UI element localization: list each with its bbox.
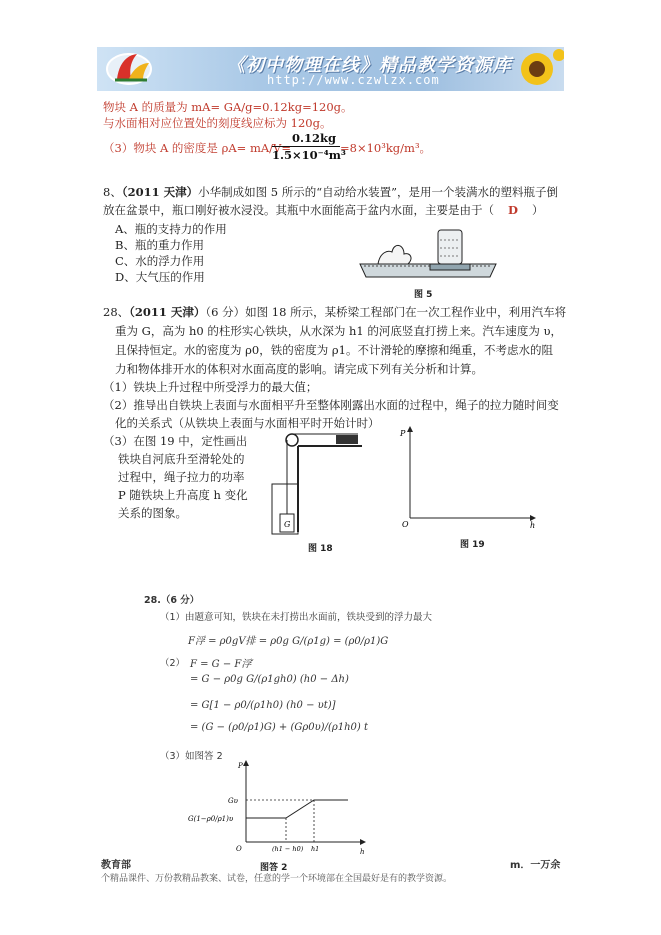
answer-graph-2 bbox=[188, 758, 368, 856]
answer-line-2: 与水面相对应位置处的刻度线应标为 120g。 bbox=[103, 116, 332, 130]
solution-step-1: （1）由题意可知，铁块在未打捞出水面前，铁块受到的浮力最大 bbox=[160, 612, 433, 623]
footer-bottom: 个精品课件、万份教精品教案、试卷，任意的学一个环境部在全国最好是有的教学资源。 bbox=[101, 874, 453, 884]
fig19-origin-label: O bbox=[402, 520, 409, 528]
solution-formula-2c: = G[1 − ρ0/(ρ1h0) (h0 − υt)] bbox=[190, 700, 336, 711]
fig19-h-label: h bbox=[530, 521, 536, 528]
figure-19-axes bbox=[398, 424, 538, 528]
banner-url[interactable]: http://www.czwlzx.com bbox=[267, 73, 440, 87]
q28-text-0: （6 分）如图 18 所示，某桥梁工程部门在一次工程作业中，利用汽车将 bbox=[205, 305, 567, 319]
site-banner bbox=[97, 47, 564, 91]
q28-source: （2011 天津） bbox=[129, 305, 206, 319]
graph-low-label: G(1−ρ0/ρ1)υ bbox=[188, 815, 234, 823]
q28-line-3: 力和物体排开水的体积对水面高度的影响。请完成下列有关分析和计算。 bbox=[115, 362, 483, 376]
fraction-denominator: 1.5×10⁻⁴m³ bbox=[272, 148, 346, 162]
footer-right: m．一万余 bbox=[510, 860, 561, 871]
fraction-numerator: 0.12kg bbox=[292, 131, 337, 145]
q28-part-2: （2）推导出自铁块上表面与水面相平升至整体刚露出水面的过程中，绳子的拉力随时间变 bbox=[103, 398, 559, 412]
footer-left: 教育部 bbox=[101, 860, 131, 871]
q28-part-3-line-0: （3）在图 19 中，定性画出 bbox=[103, 434, 248, 448]
answer-graph-caption: 图答 2 bbox=[260, 863, 288, 873]
q28-part-3-line-4: 关系的图象。 bbox=[118, 506, 187, 520]
solution-formula-1: F浮 = ρ0gV排 = ρ0g G/(ρ1g) = (ρ0/ρ1)G bbox=[188, 636, 389, 647]
q8-line-2 bbox=[103, 203, 543, 218]
q8-line-1 bbox=[103, 185, 558, 200]
q8-option-c: C、水的浮力作用 bbox=[115, 254, 205, 268]
q8-option-d: D、大气压的作用 bbox=[115, 270, 205, 284]
q28-line-1: 重为 G，高为 h0 的柱形实心铁块，从水深为 h1 的河底竖直打捞上来。汽车速度为 υ， bbox=[115, 324, 563, 338]
q8-option-b: B、瓶的重力作用 bbox=[115, 238, 204, 252]
q8-source: （2011 天津） bbox=[121, 185, 199, 199]
banner-title: 《初中物理在线》精品教学资源库 bbox=[227, 55, 512, 76]
q8-close: ） bbox=[531, 203, 544, 217]
sunflower-icon bbox=[507, 47, 564, 91]
graph-tick-1: (h1 − h0) bbox=[272, 845, 304, 853]
graph-tick-2: h1 bbox=[311, 845, 320, 853]
solution-step-2: （2） bbox=[160, 658, 186, 669]
answer-line-3-suffix: =8×10³kg/m³。 bbox=[340, 141, 432, 155]
q28-line-2: 且保持恒定。水的密度为 ρ0，铁的密度为 ρ1。不计滑轮的摩擦和绳重，不考虑水的阻 bbox=[115, 343, 553, 357]
fig19-p-label: P bbox=[400, 429, 406, 438]
solution-header: 28.（6 分） bbox=[144, 595, 200, 606]
solution-formula-2b: = G − ρ0g G/(ρ1gh0) (h0 − Δh) bbox=[190, 674, 349, 685]
q8-text-1: 小华制成如图 5 所示的“自动给水装置”，是用一个装满水的塑料瓶子倒 bbox=[198, 185, 558, 199]
figure-18-drawing bbox=[270, 432, 370, 536]
graph-origin-label: O bbox=[236, 845, 242, 853]
figure-18-caption: 图 18 bbox=[308, 544, 333, 554]
figure-5-caption: 图 5 bbox=[414, 290, 433, 300]
q28-part-3-line-2: 过程中，绳子拉力的功率 bbox=[118, 470, 245, 484]
fraction-bar bbox=[272, 146, 340, 147]
graph-p-label: P bbox=[238, 762, 243, 770]
q8-option-a: A、瓶的支持力的作用 bbox=[115, 222, 227, 236]
block-g-label: G bbox=[284, 520, 291, 529]
q28-part-3-line-3: P 随铁块上升高度 h 变化 bbox=[118, 488, 248, 502]
figure-5-drawing bbox=[358, 222, 498, 284]
q28-part-2-cont: 化的关系式（从铁块上表面与水面相平时开始计时） bbox=[115, 416, 380, 430]
graph-h-label: h bbox=[360, 848, 365, 856]
graph-gv-label: Gυ bbox=[228, 797, 238, 805]
q28-part-1: （1）铁块上升过程中所受浮力的最大值； bbox=[103, 380, 318, 394]
q8-text-2: 放在盆景中，瓶口刚好被水浸没。其瓶中水面能高于盆内水面，主要是由于（ bbox=[103, 203, 494, 217]
solution-step-3: （3）如图答 2 bbox=[160, 751, 223, 762]
solution-formula-2a: F = G − F浮′ bbox=[190, 659, 254, 670]
q8-answer: D bbox=[508, 203, 518, 217]
logo-icon bbox=[101, 49, 161, 89]
answer-line-3-prefix: （3）物块 A 的密度是 ρA= mA/V= bbox=[103, 141, 291, 155]
q28-part-3-line-1: 铁块自河底升至滑轮处的 bbox=[118, 452, 245, 466]
figure-19-caption: 图 19 bbox=[460, 540, 485, 550]
answer-line-1: 物块 A 的质量为 mA= GA/g=0.12kg=120g。 bbox=[103, 100, 353, 114]
power-curve bbox=[246, 800, 348, 818]
q28-line-0 bbox=[103, 305, 566, 320]
solution-formula-2d: = (G − (ρ0/ρ1)G) + (Gρ0υ)/(ρ1h0) t bbox=[190, 722, 368, 733]
q28-number: 28、 bbox=[103, 305, 130, 319]
q8-number: 8、 bbox=[103, 185, 122, 199]
